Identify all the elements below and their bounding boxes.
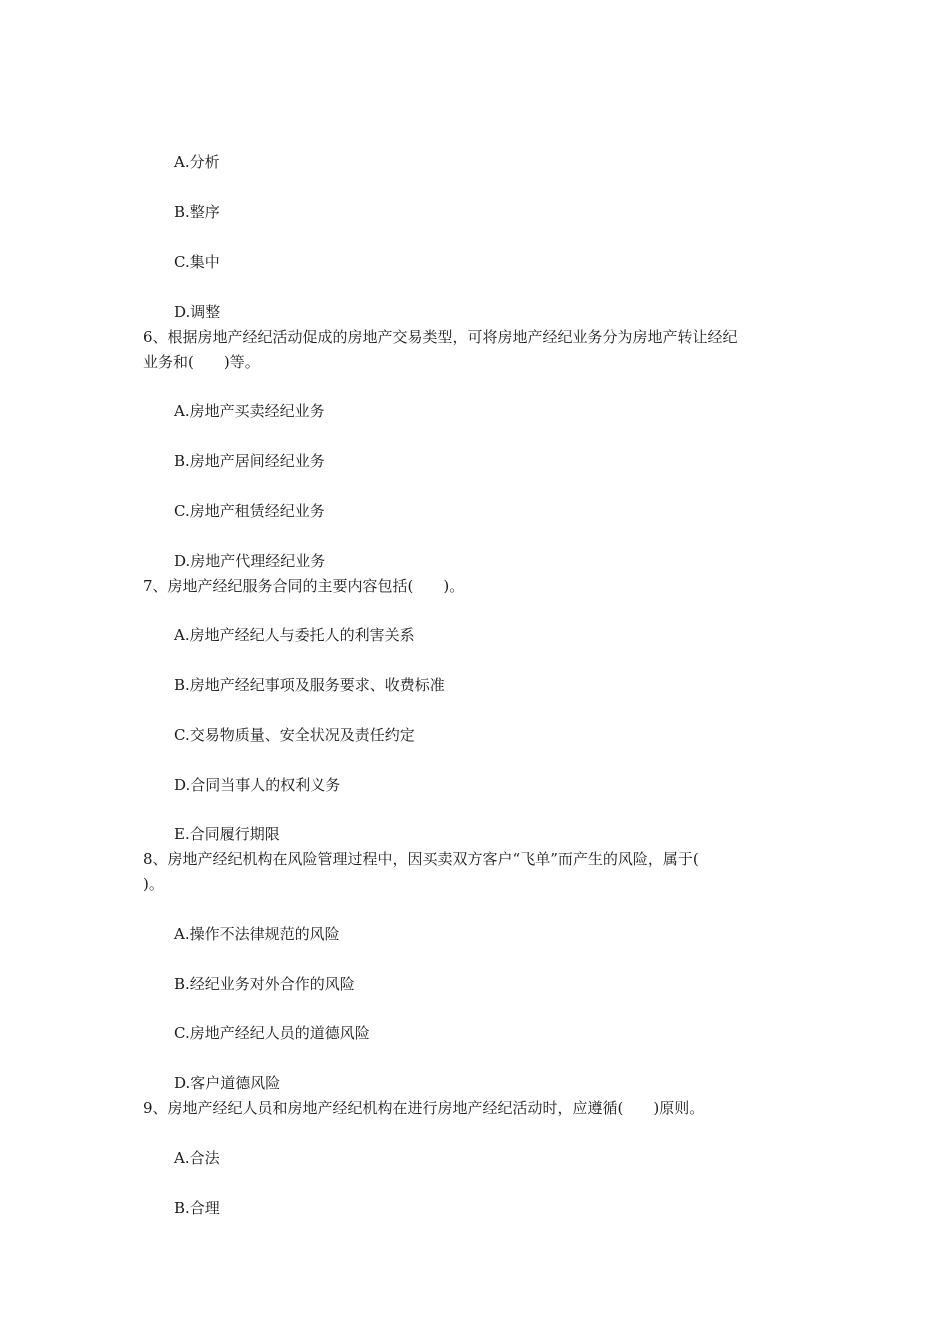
q6-stem-line2: 业务和( )等。 [143,353,260,371]
q8-stem-line1: 8、房地产经纪机构在风险管理过程中，因买卖双方客户“飞单”而产生的风险，属于( [143,850,699,868]
q7-option-a: A.房地产经纪人与委托人的利害关系 [174,626,415,644]
q9-stem-line1: 9、房地产经纪人员和房地产经纪机构在进行房地产经纪活动时，应遵循( )原则。 [143,1099,705,1117]
q7-option-d: D.合同当事人的权利义务 [174,776,341,794]
q7-option-b: B.房地产经纪事项及服务要求、收费标准 [174,676,445,694]
q9-option-a: A.合法 [174,1149,220,1167]
q8-option-c: C.房地产经纪人员的道德风险 [174,1024,370,1042]
q5-option-c: C.集中 [174,253,220,271]
q8-stem-line2: )。 [143,875,164,893]
q6-option-c: C.房地产租赁经纪业务 [174,502,325,520]
q7-stem-line1: 7、房地产经纪服务合同的主要内容包括( )。 [143,577,465,595]
q8-option-d: D.客户道德风险 [174,1074,281,1092]
q5-option-a: A.分析 [174,153,220,171]
q8-option-a: A.操作不法律规范的风险 [174,925,340,943]
q5-option-b: B.整序 [174,203,220,221]
q6-option-d: D.房地产代理经纪业务 [174,552,326,570]
q5-option-d: D.调整 [174,303,221,321]
q6-option-b: B.房地产居间经纪业务 [174,452,325,470]
q8-option-b: B.经纪业务对外合作的风险 [174,975,355,993]
q6-option-a: A.房地产买卖经纪业务 [174,402,325,420]
q9-option-b: B.合理 [174,1199,220,1217]
q6-stem-line1: 6、根据房地产经纪活动促成的房地产交易类型，可将房地产经纪业务分为房地产转让经纪 [143,328,738,346]
q7-option-e: E.合同履行期限 [174,825,280,843]
q7-option-c: C.交易物质量、安全状况及责任约定 [174,726,415,744]
